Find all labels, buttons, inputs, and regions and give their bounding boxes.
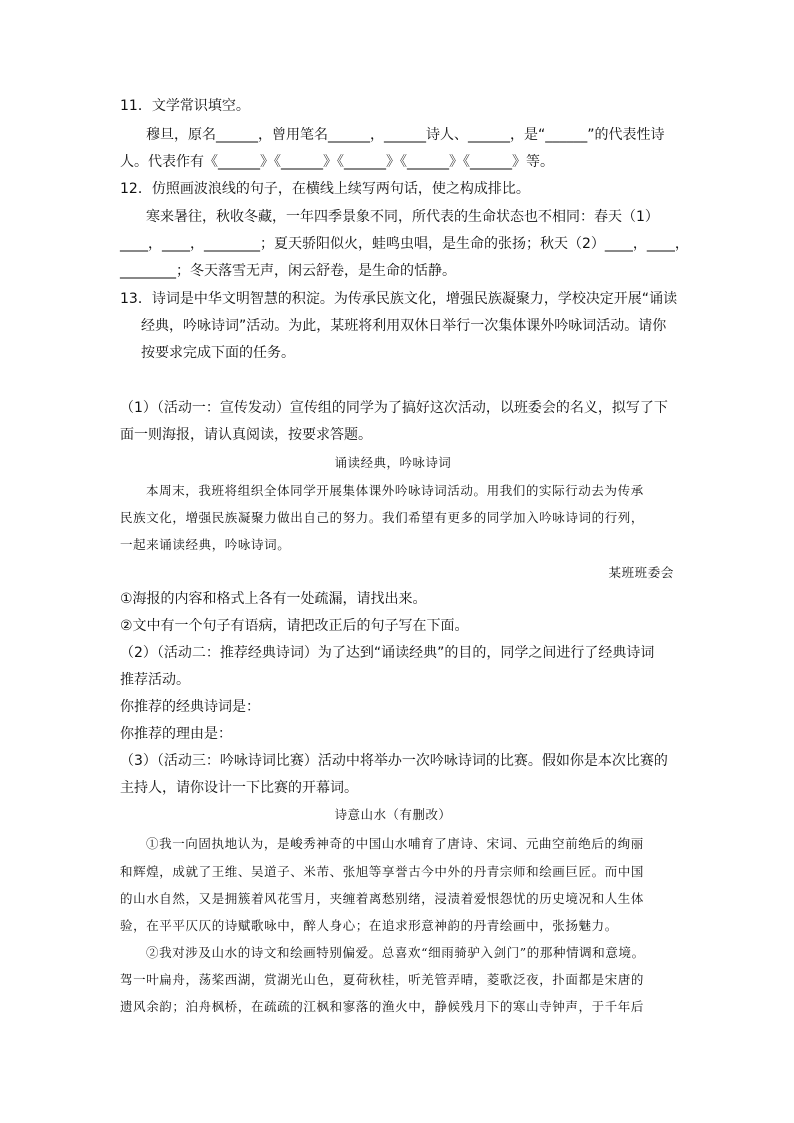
essay-p2-line-1: ②我对涉及山水的诗文和绘画特别偏爱。总喜欢“细雨骑驴入剑门”的那种情调和意境。 — [146, 945, 645, 960]
essay-p2-line-3: 遗风余韵；泊舟枫桥，在疏疏的江枫和寥落的渔火中，静候残月下的寒山寺钟声，于千年后 — [120, 999, 645, 1014]
essay-p1-line-2: 和辉煌，成就了王维、吴道子、米芾、张旭等享誉古今中外的丹青宗师和绘画巨匠。而中国 — [120, 864, 645, 879]
q13-line-1: 13．诗词是中华文明智慧的积淀。为传承民族文化，增强民族凝聚力，学校决定开展“诵读 — [120, 291, 678, 307]
essay-p2-line-2: 驾一叶扁舟，荡桨西湖，赏湖光山色，夏荷秋桂，听羌管弄晴，菱歌泛夜，扑面都是宋唐的 — [120, 972, 645, 987]
poster-title: 诵读经典，吟咏诗词 — [334, 455, 452, 470]
task-1: ①海报的内容和格式上各有一处疏漏，请找出来。 — [120, 591, 427, 607]
essay-p1-line-4: 验，在平平仄仄的诗赋歌咏中，醉人身心；在追求形意神韵的丹青绘画中，张扬魅力。 — [120, 918, 618, 933]
q11-title: 11．文学常识填空。 — [120, 98, 250, 114]
q12-line-1: 寒来暑往，秋收冬藏，一年四季景象不同，所代表的生命状态也不相同：春天（1） — [146, 209, 659, 225]
q12-line-2: ____，____，________；夏天骄阳似火，蛙鸣虫唱，是生命的张扬；秋天（2）____，____， — [120, 236, 689, 252]
part1-line-2: 面一则海报，请认真阅读，按要求答题。 — [120, 427, 372, 443]
poster-signature: 某班班委会 — [608, 565, 674, 580]
part2-line-1: （2）（活动二：推荐经典诗词）为了达到“诵读经典”的目的，同学之间进行了经典诗词 — [120, 645, 655, 661]
q12-line-3: ________；冬天落雪无声，闲云舒卷，是生命的恬静。 — [120, 263, 456, 279]
q13-line-3: 按要求完成下面的任务。 — [141, 345, 295, 361]
poster-line-3: 一起来诵读经典，吟咏诗词。 — [120, 537, 291, 552]
essay-p1-line-1: ①我一向固执地认为，是峻秀神奇的中国山水哺育了唐诗、宋词、元曲空前绝后的绚丽 — [146, 836, 644, 851]
reason-prompt: 你推荐的理由是： — [120, 726, 232, 742]
task-2: ②文中有一个句子有语病，请把改正后的句子写在下面。 — [120, 618, 469, 634]
poem-prompt: 你推荐的经典诗词是： — [120, 699, 260, 715]
poster-line-2: 民族文化，增强民族凝聚力做出自己的努力。我们希望有更多的同学加入吟咏诗词的行列， — [120, 510, 645, 525]
part2-line-2: 推荐活动。 — [120, 672, 190, 688]
q12-title: 12．仿照画波浪线的句子，在横线上续写两句话，使之构成排比。 — [120, 181, 530, 197]
q11-line-1: 穆旦，原名______，曾用笔名______，______诗人、______，是“______”的代表性诗 — [146, 127, 665, 143]
part1-line-1: （1）（活动一：宣传发动）宣传组的同学为了搞好这次活动，以班委会的名义，拟写了下 — [120, 400, 668, 416]
part3-line-2: 主持人，请你设计一下比赛的开幕词。 — [120, 780, 358, 796]
essay-p1-line-3: 的山水自然，又是拥簇着风花雪月，夹缠着离愁别绪，浸渍着爱恨怨忧的历史境况和人生体 — [120, 891, 645, 906]
q13-line-2: 经典，吟咏诗词”活动。为此，某班将利用双休日举行一次集体课外吟咏词活动。请你 — [141, 318, 667, 334]
part3-line-1: （3）（活动三：吟咏诗词比赛）活动中将举办一次吟咏诗词的比赛。假如你是本次比赛的 — [120, 753, 668, 769]
poster-line-1: 本周末，我班将组织全体同学开展集体课外吟咏诗词活动。用我们的实际行动去为传承 — [146, 483, 644, 498]
essay-title: 诗意山水（有删改） — [334, 807, 452, 822]
q11-line-2: 人。代表作有《______》《______》《______》《______》《______》等。 — [120, 154, 554, 170]
